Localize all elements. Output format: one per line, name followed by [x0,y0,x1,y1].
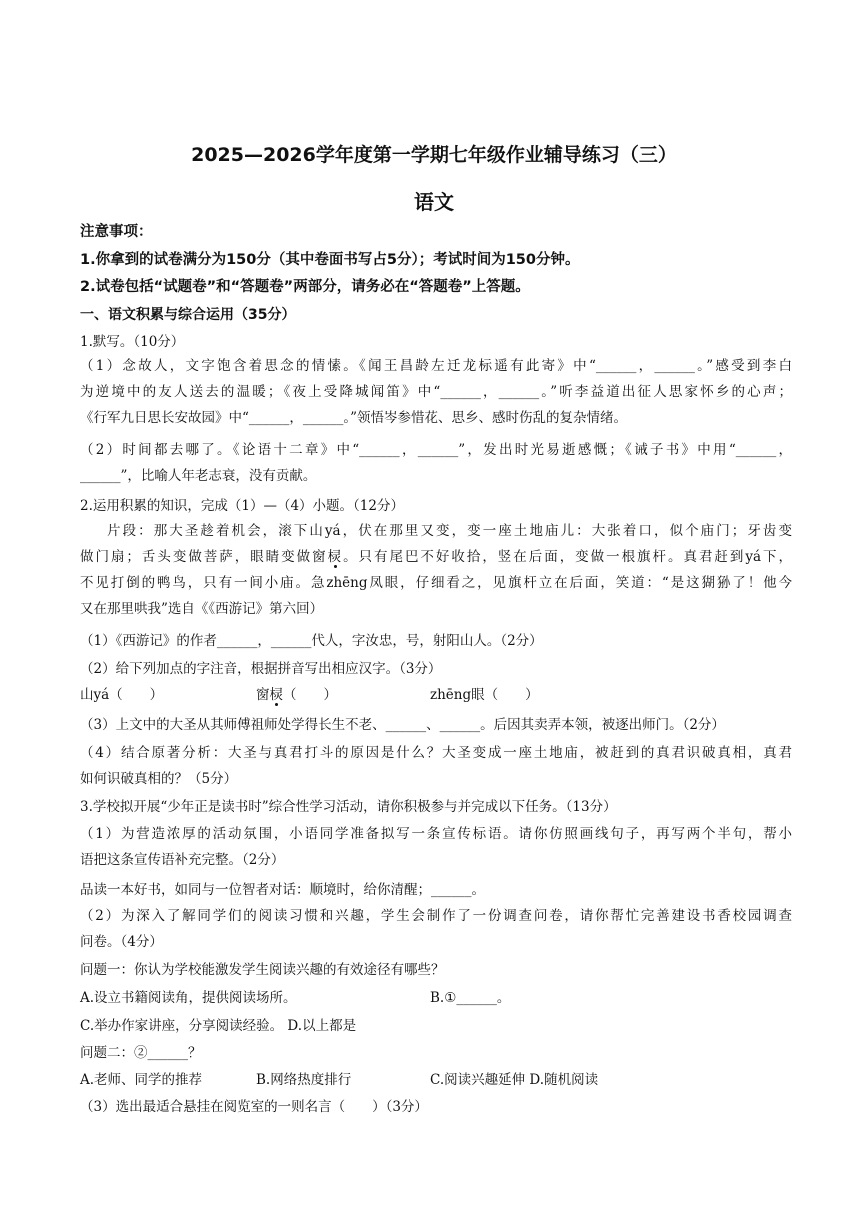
notice-item-2: 2.试卷包括“试题卷”和“答题卷”两部分，请务必在“答题卷”上答题。 [80,279,530,295]
q1-stem: 1.默写。（10分） [80,334,185,350]
q3-sub1-line: （1）为营造浓厚的活动氛围，小语同学准备拟写一条宣传标语。请你仿照画线句子，再写两个半句，帮小 [80,826,792,842]
q2-sub4-line: （4）结合原著分析：大圣与真君打斗的原因是什么？大圣变成一座土地庙，被赶到的真君识破真相，真君 [80,745,792,761]
questionnaire-q1: 问题一：你认为学校能激发学生阅读兴趣的有效途径有哪些？ [80,962,445,978]
exam-title: 2025—2026学年度第一学期七年级作业辅导练习（三） [191,144,677,166]
q2-option-b: B.网络热度排行 [256,1072,352,1088]
q2-sub3: （3）上文中的大圣从其师傅祖师处学得长生不老、______、______。后因其卖弄本领，被逐出师门。（2分） [80,717,725,733]
q2-option-a: A.老师、同学的推荐 [80,1072,203,1088]
subject-title: 语文 [414,190,454,214]
q3-sub2-line: 问卷。（4分） [80,934,163,950]
q1-option-cd: C.举办作家讲座，分享阅读经验。 D.以上都是 [80,1018,357,1034]
pinyin-item-c: zhēng眼（ ） [430,687,539,703]
q2-stem: 2.运用积累的知识，完成（1）—（4）小题。（12分） [80,498,404,514]
q2-passage-line: 做门扇；舌头变做菩萨，眼睛变做窗棂。只有尾巴不好收拾，竖在后面，变做一根旗杆。真君赶到yá下， [80,549,792,565]
slogan-line: 品读一本好书，如同与一位智者对话：顺境时，给你清醒；______。 [80,882,485,898]
q1-part2-line: （2）时间都去哪了。《论语十二章》中“______，______”，发出时光易逝感慨；《诫子书》中用“______， [80,442,792,458]
notice-item-1: 1.你拿到的试卷满分为150分（其中卷面书写占5分）；考试时间为150分钟。 [80,252,580,268]
q2-passage-line: 片段：那大圣趁着机会，滚下山yá，伏在那里又变，变一座土地庙儿：大张着口，似个庙门；牙齿变 [107,523,792,539]
questionnaire-q2: 问题二：②______？ [80,1045,202,1061]
q1-part1-line: 为逆境中的友人送去的温暖；《夜上受降城闻笛》中“______，______。”听李益道出征人思家怀乡的心声； [80,384,792,400]
pinyin-item-b: 窗棂（ ） [256,687,337,703]
section-heading: 一、语文积累与综合运用（35分） [80,307,296,323]
q3-sub1-line: 语把这条宣传语补充完整。（2分） [80,852,285,868]
q1-option-b: B.①______。 [430,990,511,1006]
q1-option-a: A.设立书籍阅读角，提供阅读场所。 [80,990,297,1006]
q1-part1-line: 《行军九日思长安故园》中“______，______。”领悟岑参惜花、思乡、感时伤乱的复杂情绪。 [80,410,628,426]
pinyin-item-a: 山yá（ ） [80,687,164,703]
q3-stem: 3.学校拟开展“少年正是读书时”综合性学习活动，请你积极参与并完成以下任务。（13分） [80,799,617,815]
q2-option-cd: C.阅读兴趣延伸 D.随机阅读 [430,1072,599,1088]
q1-part1-line: （1）念故人，文字饱含着思念的情愫。《闻王昌龄左迁龙标遥有此寄》中“______，______。”感受到李白 [80,358,792,374]
q3-sub3: （3）选出最适合悬挂在阅览室的一则名言（ ）（3分） [80,1099,428,1115]
q2-sub4-line: 如何识破真相的？（5分） [80,771,238,787]
notice-heading: 注意事项： [80,224,153,240]
dotted-char: 棂 [327,549,344,565]
q2-passage-line: 又在那里哄我”选自《《西游记》第六回） [80,601,324,617]
q2-passage-line: 不见打倒的鸭鸟，只有一间小庙。急zhēng凤眼，仔细看之，见旗杆立在后面，笑道：“是这猢狲了！他今 [80,575,792,591]
q3-sub2-line: （2）为深入了解同学们的阅读习惯和兴趣，学生会制作了一份调查问卷，请你帮忙完善建设书香校园调查 [80,908,792,924]
q1-part2-line: ______”，比喻人年老志衰，没有贡献。 [80,468,317,484]
dotted-char: 棂 [269,687,283,703]
q2-sub2: （2）给下列加点的字注音，根据拼音写出相应汉字。（3分） [80,661,442,677]
q2-sub1: （1）《西游记》的作者______，______代人，字汝忠，号，射阳山人。（2分） [80,633,543,649]
